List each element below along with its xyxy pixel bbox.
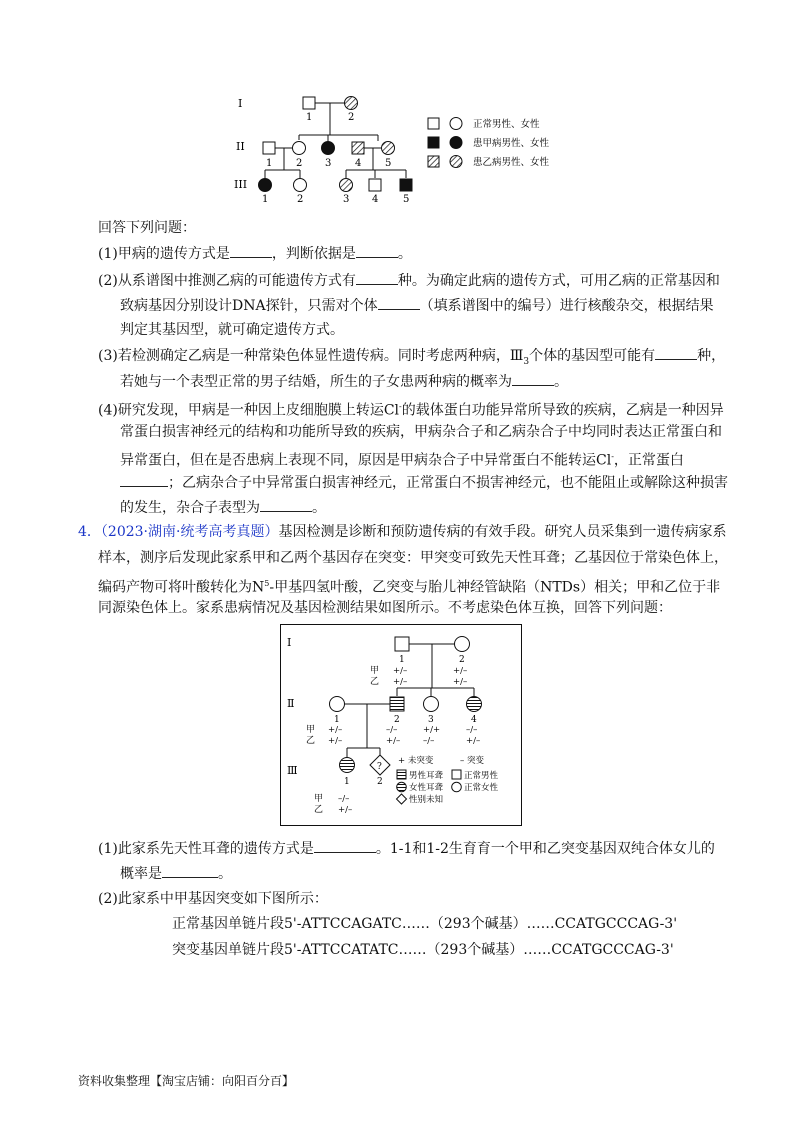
sub2-normal-sequence: 正常基因单链片段5'-ATTCCAGATC……（293个碱基）……CCATGCCCAG-3' [172, 916, 678, 932]
sub2-line-1: (2)此家系中甲基因突变如下图所示： [98, 891, 328, 907]
q1-blank-1[interactable] [230, 243, 272, 258]
p1-iii3-yi-female [340, 179, 353, 192]
legend-yi-female-icon [450, 156, 462, 168]
p1-ii3-num: 3 [325, 158, 332, 169]
p2-ii1-num: 1 [334, 715, 340, 725]
p2-i-jia-label: 甲 [370, 666, 380, 676]
p2-ii-yi-label: 乙 [306, 736, 316, 746]
legend-normal-label: 正常男性、女性 [473, 119, 540, 130]
p2-gen-label-iii: Ⅲ [287, 764, 298, 777]
p2-ii3-jia: +/+ [423, 725, 441, 735]
p2-iii1-yi: +/– [338, 805, 353, 815]
legend-normal-male-icon [452, 770, 461, 779]
p1-i1-num: 1 [306, 112, 313, 123]
q1: (1)甲病的遗传方式是 ，判断依据是 。 [98, 243, 412, 264]
legend-normal-male: 正常男性 [464, 771, 499, 781]
legend-unknown: 性别未知 [409, 795, 444, 805]
p2-i-yi-label: 乙 [370, 677, 380, 687]
question-4-line-1: 4．（2023·湖南·统考高考真题）基因检测是诊断和预防遗传病的有效手段。研究人员采集到一遗传病家系 [78, 524, 727, 540]
p2-i2-yi: +/– [453, 677, 468, 687]
legend-normal-male-icon [428, 118, 439, 129]
p1-ii4-num: 4 [355, 158, 362, 169]
q2-blank-2[interactable] [378, 295, 420, 310]
p2-iii1-jia: –/– [338, 794, 350, 804]
legend-deaf-female-icon [397, 782, 407, 792]
q2-line-1: (2)从系谱图中推测乙病的可能遗传方式有 种。为确定此病的遗传方式，可用乙病的正常基因和 [98, 270, 720, 291]
p1-iii3-num: 3 [343, 194, 350, 205]
p2-ii2-jia: –/– [386, 725, 398, 735]
p2-ii1-yi: +/– [328, 736, 343, 746]
p1-iii1-jia-female [259, 179, 272, 192]
p2-ii3-num: 3 [428, 715, 434, 725]
p1-ii5-num: 5 [385, 158, 392, 169]
gen-label-i: I [238, 97, 243, 110]
p2-ii1-jia: +/– [328, 725, 343, 735]
q4-blank-1[interactable] [120, 472, 168, 487]
q4-line-2: 常蛋白损害神经元的结构和功能所导致的疾病，甲病杂合子和乙病杂合子中均同时表达正常蛋白和 [120, 424, 722, 440]
legend-deaf-male-icon [397, 770, 406, 779]
q1-blank-2[interactable] [356, 243, 398, 258]
p1-ii3-jia-female [322, 142, 335, 155]
p1-iii2-normal-female [294, 179, 307, 192]
p2-ii4-jia: –/– [466, 725, 478, 735]
p1-ii2-num: 2 [296, 158, 303, 169]
legend-normal-female-icon [450, 118, 462, 130]
p2-ii4-yi: +/– [466, 736, 481, 746]
p2-iii1-num: 1 [344, 777, 350, 787]
p2-i1-yi: +/– [393, 677, 408, 687]
legend-minus: – 突变 [460, 756, 484, 766]
q3-blank-1[interactable] [655, 345, 697, 360]
p1-iii4-num: 4 [372, 194, 379, 205]
sub1-blank-2[interactable] [162, 863, 218, 878]
q4-line-3: 异常蛋白，但在是否患病上表现不同，原因是甲病杂合子中异常蛋白不能转运Cl-，正常蛋白 [120, 452, 684, 469]
sub2-mutant-sequence: 突变基因单链片段5'-ATTCCATATC……（293个碱基）……CCATGCCCAG-3' [172, 942, 674, 958]
legend-normal-female: 正常女性 [464, 783, 499, 793]
question-4-line-2: 样本，测序后发现此家系甲和乙两个基因存在突变：甲突变可致先天性耳聋；乙基因位于常染色体上， [98, 550, 728, 566]
pedigree-2 [280, 624, 522, 826]
legend-deaf-female: 女性耳聋 [409, 783, 444, 793]
p2-iii-jia-label: 甲 [314, 794, 324, 804]
p2-ii4-num: 4 [471, 715, 477, 725]
p1-i2-num: 2 [348, 112, 355, 123]
q3-line-1: (3)若检测确定乙病是一种常染色体显性遗传病。同时考虑两种病，$Ⅲ_3$个体的基因型可能有 种， [98, 345, 725, 372]
legend-jia-label: 患甲病男性、女性 [473, 138, 550, 149]
p1-i1-normal-male [303, 97, 315, 109]
p2-ii2-num: 2 [394, 715, 400, 725]
p2-iii1-deaf-female [340, 758, 355, 773]
question-4-source[interactable]: （2023·湖南·统考高考真题） [100, 524, 279, 540]
q4-line-4: ；乙病杂合子中异常蛋白损害神经元，正常蛋白不损害神经元，也不能阻止或解除这种损害 [120, 472, 728, 493]
p2-ii4-deaf-female [467, 697, 482, 712]
legend-normal-female-icon [452, 782, 462, 792]
p1-i2-yi-female [345, 97, 358, 110]
sub1-line-2: 概率是 。 [120, 863, 232, 884]
q4-blank-2[interactable] [260, 497, 312, 512]
p2-gen-label-ii: Ⅱ [287, 697, 295, 710]
p2-i2-normal-female [455, 637, 470, 652]
sub1-line-1: (1)此家系先天性耳聋的遗传方式是 。1-1和1-2生育育一个甲和乙突变基因双纯合体女儿的 [98, 838, 715, 859]
p2-i1-jia: +/– [393, 666, 408, 676]
p2-ii3-normal-female [424, 697, 439, 712]
q2-line-2: 致病基因分别设计DNA探针，只需对个体 （填系谱图中的编号）进行核酸杂交，根据结果 [120, 295, 714, 316]
p2-ii2-yi: +/– [386, 736, 401, 746]
q4-line-5: 的发生，杂合子表型为 。 [120, 497, 326, 518]
legend-jia-female-icon [450, 137, 462, 149]
p1-ii2-normal-female [293, 142, 306, 155]
page-footer: 资料收集整理【淘宝店铺：向阳百分百】 [78, 1074, 295, 1088]
legend-deaf-male: 男性耳聋 [409, 771, 444, 781]
p1-iii1-num: 1 [262, 194, 269, 205]
sub1-blank-1[interactable] [314, 838, 376, 853]
p2-i1-normal-male [395, 637, 409, 651]
p2-iii-yi-label: 乙 [314, 805, 324, 815]
p1-ii5-yi-female [382, 142, 395, 155]
legend-plus: + 未突变 [398, 756, 434, 766]
p2-ii3-yi: –/– [423, 736, 435, 746]
question-4-line-3: 编码产物可将叶酸转化为$N^5-$甲基四氢叶酸，乙突变与胎儿神经管缺陷（NTDs）相关；甲和乙位于非 [98, 579, 721, 596]
legend-yi-male-icon [428, 156, 439, 167]
legend-jia-male-icon [428, 137, 439, 148]
p1-ii4-yi-male [352, 142, 364, 154]
q3-blank-2[interactable] [512, 371, 554, 386]
p1-iii5-num: 5 [403, 194, 410, 205]
p2-i1-num: 1 [399, 655, 405, 665]
p2-i2-num: 2 [459, 655, 465, 665]
p2-i2-jia: +/– [453, 666, 468, 676]
p2-ii1-normal-female [330, 697, 345, 712]
pedigree-1 [228, 90, 588, 208]
p2-iii2-mark: ? [377, 762, 382, 772]
q2-blank-1[interactable] [356, 270, 398, 285]
p2-ii-jia-label: 甲 [306, 725, 316, 735]
intro-text: 回答下列问题： [98, 220, 196, 236]
p2-iii2-num: 2 [377, 777, 383, 787]
p1-ii1-normal-male [263, 142, 275, 154]
q4-line-1: (4)研究发现，甲病是一种因上皮细胞膜上转运Cl-的载体蛋白功能异常所导致的疾病，乙病是一种因异 [98, 402, 724, 419]
p1-ii1-num: 1 [266, 158, 273, 169]
gen-label-iii: III [234, 178, 248, 191]
p2-gen-label-i: Ⅰ [287, 636, 292, 649]
legend-yi-label: 患乙病男性、女性 [473, 157, 550, 168]
gen-label-ii: II [236, 140, 245, 153]
p1-iii5-jia-male [400, 179, 412, 191]
q3-line-2: 若她与一个表型正常的男子结婚，所生的子女患两种病的概率为 。 [120, 371, 568, 392]
question-4-line-4: 同源染色体上。家系患病情况及基因检测结果如图所示。不考虑染色体互换，回答下列问题： [98, 600, 672, 616]
p1-iii2-num: 2 [297, 194, 304, 205]
p1-iii4-normal-male [369, 179, 381, 191]
q2-line-3: 判定其基因型，就可确定遗传方式。 [120, 322, 344, 338]
p2-ii2-deaf-male [390, 697, 404, 711]
